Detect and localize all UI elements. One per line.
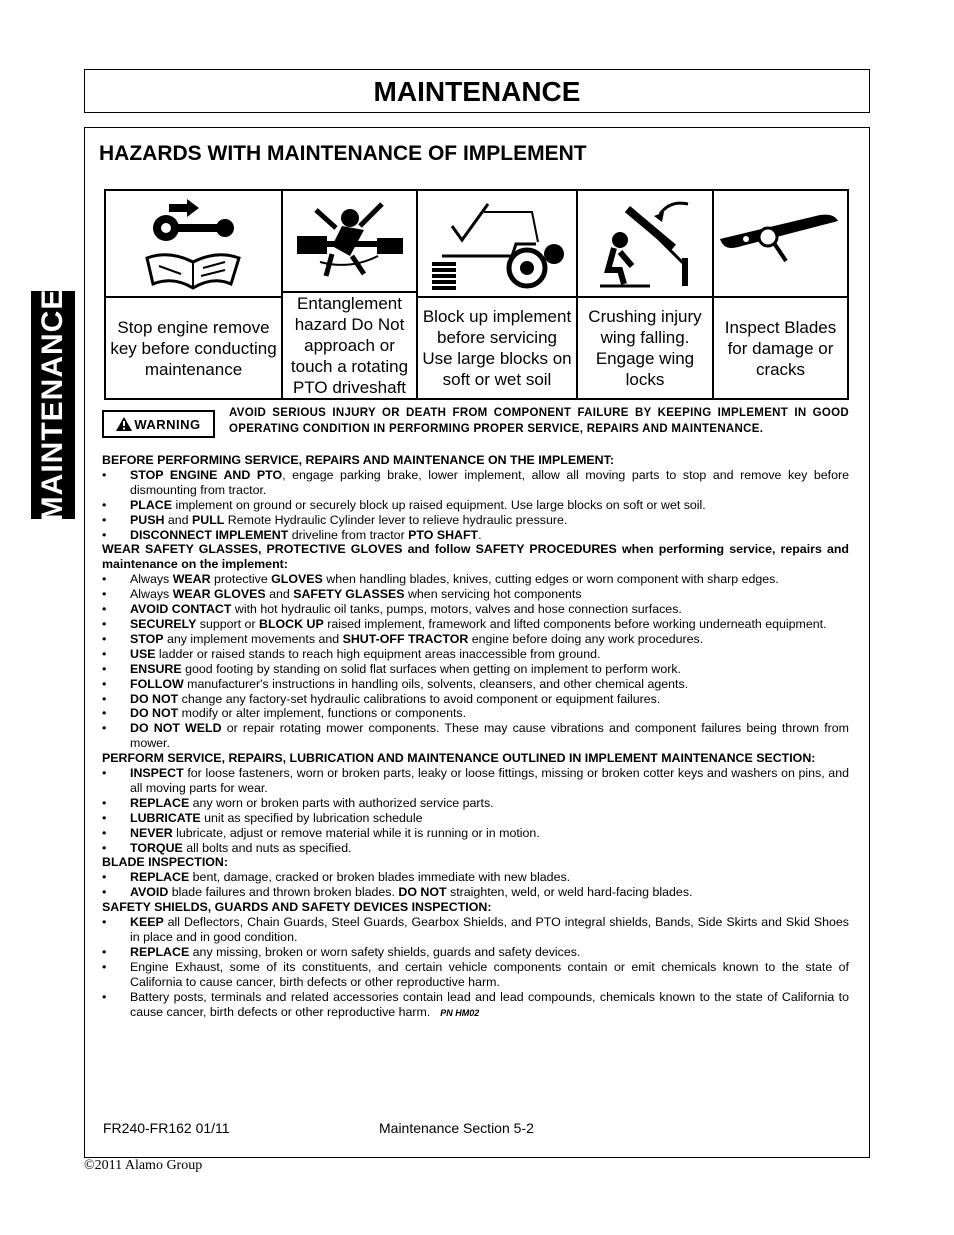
hazard-cell	[578, 191, 714, 398]
text-segment: Battery posts, terminals and related accessories contain lead and lead compounds, chemicals known to the state of California to cause cancer, birth defects or other reproductive harm.	[130, 989, 849, 1019]
text-segment: all Deflectors, Chain Guards, Steel Guards, Gearbox Shields, and PTO integral shields, Bands, Side Skirts and Skid Shoes in place and in good condition.	[130, 915, 849, 944]
text-segment: .	[478, 527, 482, 542]
hazard-caption: Crushing injury wing falling. Engage wing locks	[588, 307, 702, 389]
bullet-text	[130, 796, 849, 811]
instruction-heading: PERFORM SERVICE, REPAIRS, LUBRICATION AND MAINTENANCE OUTLINED IN IMPLEMENT MAINTENANCE SECTION:	[102, 751, 816, 766]
text-segment: and	[164, 512, 192, 527]
bullet-item	[102, 572, 849, 587]
bullet-text	[130, 647, 849, 662]
warning-block	[102, 405, 849, 437]
block-up-icon	[418, 191, 576, 298]
bullet-item	[102, 945, 849, 960]
bold-keyword: ENSURE	[130, 661, 182, 676]
bold-keyword: DO NOT	[398, 885, 447, 900]
bullet-marker: •	[102, 631, 107, 646]
bullet-marker: •	[102, 959, 107, 974]
warning-text: AVOID SERIOUS INJURY OR DEATH FROM COMPONENT FAILURE BY KEEPING IMPLEMENT IN GOOD OPERATING CONDITION IN PERFORMING PROPER SERVICE, REPAIRS AND MAINTENANCE.	[229, 407, 849, 435]
bullet-item	[102, 796, 849, 811]
bullet-text	[130, 632, 849, 647]
text-segment: Engine Exhaust, some of its constituents, and certain vehicle components contain or emit chemicals known to the state of California to cause cancer, birth defects or other reproductive harm.	[130, 959, 849, 989]
page-title: MAINTENANCE	[373, 76, 581, 107]
content-panel	[84, 127, 870, 1158]
bold-keyword: GLOVES	[271, 572, 323, 587]
hazard-cell	[283, 191, 418, 398]
bold-keyword: STOP	[130, 631, 164, 646]
bold-keyword: BLOCK UP	[259, 616, 324, 631]
bold-keyword: KEEP	[130, 915, 164, 930]
hazard-cell	[106, 191, 283, 398]
bullet-marker: •	[102, 989, 107, 1004]
text-segment: good footing by standing on solid flat surfaces when getting on implement to perform work.	[181, 661, 681, 676]
footer-section: Maintenance Section 5-2	[379, 1120, 534, 1136]
hazard-caption: Stop engine remove key before conducting maintenance	[110, 317, 277, 379]
bullet-item	[102, 692, 849, 707]
bullet-item	[102, 587, 849, 602]
bullet-text	[130, 721, 849, 751]
bullet-marker: •	[102, 527, 107, 542]
text-segment: with hot hydraulic oil tanks, pumps, motors, valves and hose connection surfaces.	[231, 602, 682, 617]
bullet-text	[130, 766, 849, 796]
bullet-item	[102, 841, 849, 856]
bullet-item	[102, 960, 849, 990]
bullet-item	[102, 885, 849, 900]
bullet-marker: •	[102, 602, 107, 617]
side-tab-label: MAINTENANCE	[36, 288, 69, 522]
bullet-marker: •	[102, 885, 107, 900]
page-header	[84, 69, 870, 113]
bold-keyword: STOP ENGINE AND PTO	[130, 467, 283, 482]
bold-keyword: SHUT-OFF TRACTOR	[342, 631, 469, 646]
bullet-text	[130, 617, 849, 632]
bold-keyword: SECURELY	[130, 616, 197, 631]
bullet-text	[130, 572, 849, 587]
bullet-marker: •	[102, 497, 107, 512]
text-segment: lubricate, adjust or remove material while it is running or in motion.	[172, 825, 540, 840]
bullet-text	[130, 841, 849, 856]
bullet-text	[130, 662, 849, 677]
bullet-item	[102, 990, 849, 1021]
bullet-item	[102, 915, 849, 945]
text-segment: implement on ground or securely block up raised equipment. Use large blocks on soft or wet soil.	[172, 497, 706, 512]
bold-keyword: DO NOT	[130, 706, 179, 721]
bullet-text	[130, 811, 849, 826]
bold-keyword: REPLACE	[130, 870, 190, 885]
bullet-item	[102, 721, 849, 751]
bullet-item	[102, 602, 849, 617]
bullet-text	[130, 602, 849, 617]
blade-inspect-icon	[714, 191, 847, 298]
text-segment: or repair rotating mower components. These may cause vibrations and component failures being thrown from mower.	[130, 721, 849, 751]
bullet-item	[102, 632, 849, 647]
hazard-cell	[418, 191, 578, 398]
text-segment: any missing, broken or worn safety shields, guards and safety devices.	[189, 944, 581, 959]
bold-keyword: NEVER	[130, 825, 173, 840]
warning-badge	[102, 410, 215, 438]
text-segment: protective	[210, 572, 272, 587]
bullet-item	[102, 870, 849, 885]
bullet-marker: •	[102, 572, 107, 587]
bold-keyword: SAFETY GLASSES	[293, 587, 405, 602]
footer-model: FR240-FR162 01/11	[103, 1120, 230, 1136]
instruction-heading: WEAR SAFETY GLASSES, PROTECTIVE GLOVES and follow SAFETY PROCEDURES when performing service, repairs and maintenance on the implement:	[102, 542, 849, 572]
text-segment: all bolts and nuts as specified.	[182, 840, 352, 855]
bullet-item	[102, 647, 849, 662]
bold-keyword: DISCONNECT IMPLEMENT	[130, 527, 289, 542]
bullet-text	[130, 587, 849, 602]
bullet-text	[130, 990, 849, 1021]
instruction-heading: SAFETY SHIELDS, GUARDS AND SAFETY DEVICES INSPECTION:	[102, 900, 492, 915]
bullet-item	[102, 826, 849, 841]
bullet-marker: •	[102, 706, 107, 721]
bold-keyword: FOLLOW	[130, 676, 184, 691]
text-segment: modify or alter implement, functions or components.	[178, 706, 467, 721]
bullet-marker: •	[102, 587, 107, 602]
bullet-text	[130, 677, 849, 692]
bullet-marker: •	[102, 467, 107, 482]
bold-keyword: LUBRICATE	[130, 810, 201, 825]
text-segment: manufacturer's instructions in handling oils, solvents, cleansers, and other chemical agents.	[183, 676, 689, 691]
text-segment: driveline from tractor	[288, 527, 409, 542]
text-segment: Always	[130, 572, 173, 587]
bullet-text	[130, 870, 849, 885]
text-segment: Remote Hydraulic Cylinder lever to relieve hydraulic pressure.	[224, 512, 568, 527]
bullet-marker: •	[102, 766, 107, 781]
bullet-text	[130, 885, 849, 900]
text-segment: engine before doing any work procedures.	[468, 631, 704, 646]
bullet-text	[130, 513, 849, 528]
text-segment: any implement movements and	[163, 631, 343, 646]
bullet-marker: •	[102, 944, 107, 959]
bullet-text	[130, 945, 849, 960]
hazard-caption: Inspect Blades for damage or cracks	[724, 317, 837, 379]
copyright: ©2011 Alamo Group	[84, 1158, 203, 1173]
text-segment: Always	[130, 587, 173, 602]
hazard-cell	[714, 191, 847, 398]
bullet-text	[130, 528, 849, 543]
text-segment: when handling blades, knives, cutting edges or worn component with sharp edges.	[322, 572, 779, 587]
bullet-marker: •	[102, 810, 107, 825]
bullet-item	[102, 468, 849, 498]
side-tab	[31, 288, 75, 522]
bullet-marker: •	[102, 721, 107, 736]
bold-keyword: WEAR	[172, 572, 211, 587]
bold-keyword: WEAR GLOVES	[172, 587, 266, 602]
hazard-caption: Block up implement before servicing Use large blocks on soft or wet soil	[422, 307, 572, 389]
bold-keyword: TORQUE	[130, 840, 183, 855]
bullet-item	[102, 811, 849, 826]
bullet-marker: •	[102, 795, 107, 810]
bold-keyword: REPLACE	[130, 944, 190, 959]
text-segment: , engage parking brake, lower implement, allow all moving parts to stop and remove key before dismounting from tractor.	[130, 467, 849, 497]
text-segment: and	[265, 587, 294, 602]
bold-keyword: PUSH	[130, 512, 165, 527]
text-segment: for loose fasteners, worn or broken parts, leaky or loose fittings, missing or broken cotter keys and washers on pins, and all moving parts for wear.	[130, 766, 849, 795]
bullet-marker: •	[102, 915, 107, 930]
bullet-item	[102, 528, 849, 543]
bullet-item	[102, 498, 849, 513]
text-segment: support or	[196, 616, 260, 631]
bold-keyword: AVOID	[130, 885, 169, 900]
bold-keyword: PLACE	[130, 497, 172, 512]
part-number: PN HM02	[440, 1007, 480, 1018]
text-segment: ladder or raised stands to reach high equipment areas inaccessible from ground.	[155, 646, 601, 661]
bold-keyword: REPLACE	[130, 795, 190, 810]
bold-keyword: INSPECT	[130, 766, 184, 781]
bullet-marker: •	[102, 676, 107, 691]
bullet-text	[130, 692, 849, 707]
bold-keyword: DO NOT	[130, 691, 179, 706]
bullet-marker: •	[102, 825, 107, 840]
bold-keyword: PULL	[192, 512, 225, 527]
text-segment: any worn or broken parts with authorized service parts.	[189, 795, 494, 810]
bullet-text	[130, 826, 849, 841]
bullet-marker: •	[102, 691, 107, 706]
hazard-caption: Entanglement hazard Do Not approach or touch a rotating PTO driveshaft	[290, 294, 409, 397]
bold-keyword: USE	[130, 646, 156, 661]
bullet-text	[130, 706, 849, 721]
bullet-item	[102, 766, 849, 796]
text-segment: change any factory-set hydraulic calibrations to avoid component or equipment failures.	[178, 691, 661, 706]
text-segment: straighten, weld, or weld hard-facing blades.	[446, 885, 693, 900]
hazard-pictogram-table	[104, 189, 849, 400]
bullet-marker: •	[102, 870, 107, 885]
text-segment: bent, damage, cracked or broken blades immediate with new blades.	[189, 870, 571, 885]
bold-keyword: AVOID CONTACT	[130, 602, 232, 617]
bold-keyword: DO NOT WELD	[130, 721, 222, 736]
text-segment: when servicing hot components	[404, 587, 582, 602]
crushing-wing-icon	[578, 191, 712, 298]
bullet-item	[102, 617, 849, 632]
bullet-item	[102, 662, 849, 677]
bullet-marker: •	[102, 646, 107, 661]
text-segment: unit as specified by lubrication schedule	[200, 810, 423, 825]
bullet-marker: •	[102, 661, 107, 676]
bullet-text	[130, 498, 849, 513]
bullet-text	[130, 468, 849, 498]
bullet-item	[102, 677, 849, 692]
instruction-heading: BLADE INSPECTION:	[102, 855, 228, 870]
bullet-text	[130, 915, 849, 945]
text-segment: blade failures and thrown broken blades.	[168, 885, 399, 900]
bullet-item	[102, 513, 849, 528]
text-segment: raised implement, framework and lifted components before working underneath equipment.	[323, 616, 827, 631]
bullet-text	[130, 960, 849, 990]
entanglement-icon	[283, 191, 416, 293]
warning-badge-label: WARNING	[134, 416, 201, 432]
bullet-item	[102, 706, 849, 721]
key-manual-icon	[106, 191, 281, 298]
bullet-marker: •	[102, 840, 107, 855]
warning-triangle-icon	[116, 417, 132, 431]
bullet-marker: •	[102, 512, 107, 527]
instruction-heading: BEFORE PERFORMING SERVICE, REPAIRS AND MAINTENANCE ON THE IMPLEMENT:	[102, 453, 614, 467]
bold-keyword: PTO SHAFT	[408, 527, 479, 542]
maintenance-instructions	[102, 453, 849, 1020]
bullet-marker: •	[102, 616, 107, 631]
section-title: HAZARDS WITH MAINTENANCE OF IMPLEMENT	[99, 142, 587, 165]
